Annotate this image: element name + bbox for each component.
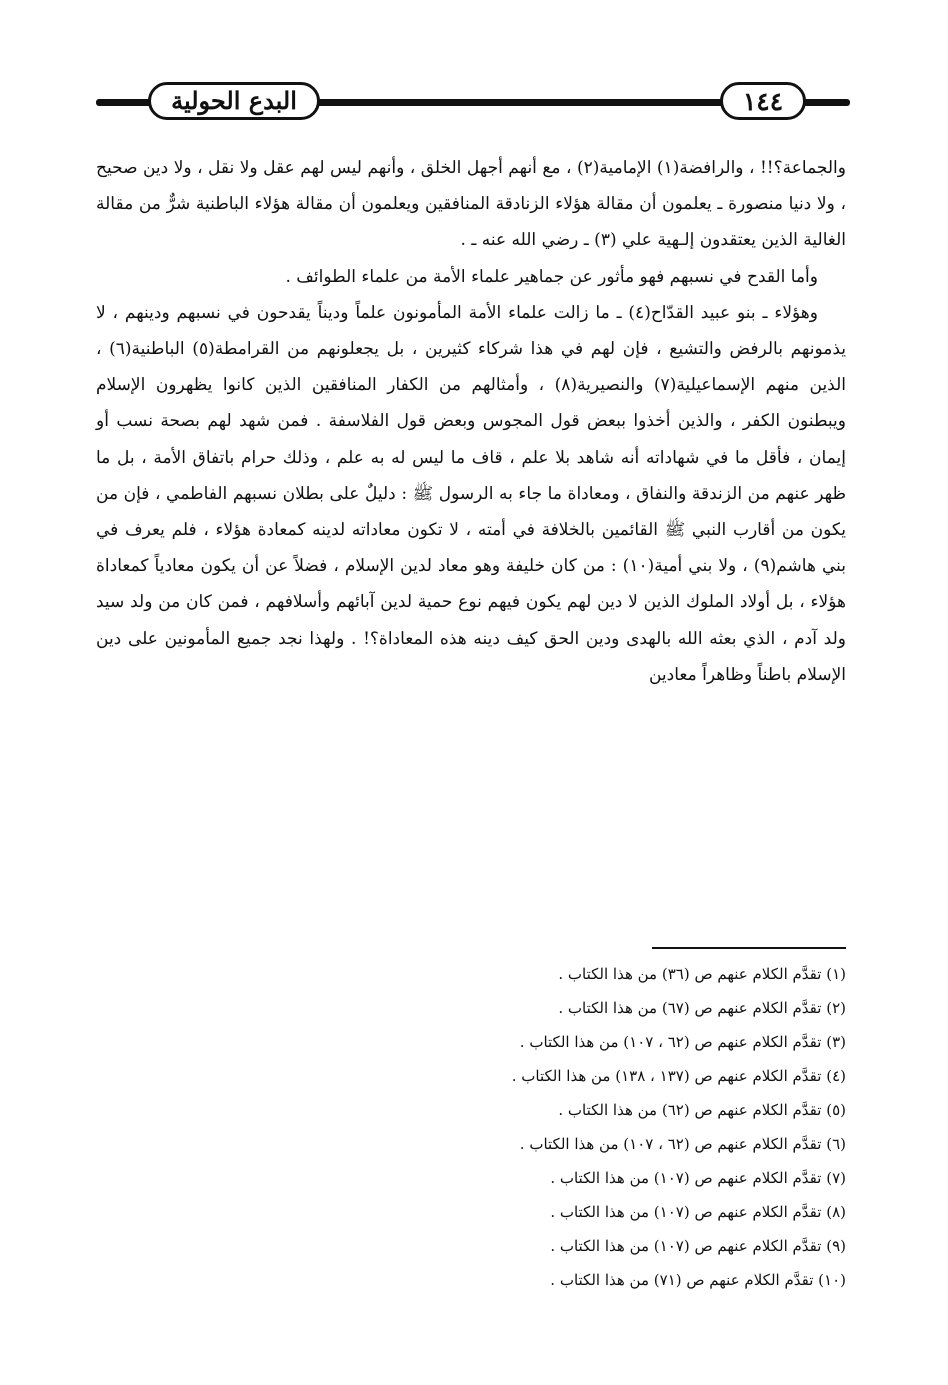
- page-number: ١٤٤: [720, 82, 806, 120]
- paragraph: وأما القدح في نسبهم فهو مأثور عن جماهير علماء الأمة من علماء الطوائف .: [285, 266, 818, 287]
- footnote: (٩) تقدَّم الكلام عنهم ص (١٠٧) من هذا الكتاب .: [550, 1237, 846, 1255]
- footnote: (٦) تقدَّم الكلام عنهم ص (٦٢ ، ١٠٧) من هذا الكتاب .: [519, 1135, 846, 1153]
- footnote-separator: [652, 947, 846, 949]
- footnote: (٣) تقدَّم الكلام عنهم ص (٦٢ ، ١٠٧) من هذا الكتاب .: [519, 1033, 846, 1051]
- footnote: (١) تقدَّم الكلام عنهم ص (٣٦) من هذا الكتاب .: [558, 965, 846, 983]
- paragraph: والجماعة؟!! ، والرافضة(١) الإمامية(٢) ، مع أنهم أجهل الخلق ، وأنهم ليس لهم عقل ولا نقل ، ولا دين صحيح ، ولا دنيا منصورة ـ يعلمون أن مقالة هؤلاء الزنادقة المنافقين ويعلمون أن مقالة هؤلاء الباطنية شرٌّ من مقالة الغالية الذين يعتقدون إلـهية علي (٣) ـ رضي الله عنه ـ .: [96, 158, 846, 251]
- paragraph: وهؤلاء ـ بنو عبيد القدّاح(٤) ـ ما زالت علماء الأمة المأمونون علماً وديناً يقدحون في نسبهم ودينهم ، لا يذمونهم بالرفض والتشيع ، فإن لهم في هذا شركاء كثيرين ، بل يجعلونهم من القرامطة(٥) الباطنية(٦) ، الذين منهم الإسماعيلية(٧) والنصيرية(٨) ، وأمثالهم من الكفار المنافقين الذين كانوا يظهرون الإسلام ويبطنون الكفر ، والذين أخذوا ببعض قول المجوس وبعض قول الفلاسفة . فمن شهد لهم بصحة نسب أو إيمان ، فأقل ما في شهاداته أنه شاهد بلا علم ، قاف ما ليس له به علم ، وذلك حرام باتفاق الأمة ، بل ما ظهر عنهم من الزندقة والنفاق ، ومعاداة ما جاء به الرسول ﷺ : دليلٌ على بطلان نسبهم الفاطمي ، فإن من يكون من أقارب النبي ﷺ القائمين بالخلافة في أمته ، لا تكون معاداته لدينه كمعادة هؤلاء ، فلم يعرف في بني هاشم(٩) ، ولا بني أمية(١٠) : من كان خليفة وهو معاد لدين الإسلام ، فضلاً عن أن يكون معادياً كمعاداة هؤلاء ، بل أولاد الملوك الذين لا دين لهم يكون فيهم نوع حمية لدين آبائهم وأسلافهم ، فمن كان من ولد سيد ولد آدم ، الذي بعثه الله بالهدى ودين الحق كيف دينه هذه المعاداة؟! . ولهذا نجد جميع المأمونين على دين الإسلام باطناً وظاهراً معادين: [96, 302, 846, 685]
- footnote: (٥) تقدَّم الكلام عنهم ص (٦٢) من هذا الكتاب .: [558, 1101, 846, 1119]
- page-header: [96, 80, 850, 124]
- footnote: (١٠) تقدَّم الكلام عنهم ص (٧١) من هذا الكتاب .: [550, 1271, 846, 1289]
- running-title: البدع الحولية: [148, 82, 320, 120]
- footnote: (٤) تقدَّم الكلام عنهم ص (١٣٧ ، ١٣٨) من هذا الكتاب .: [511, 1067, 846, 1085]
- main-text: [96, 150, 846, 693]
- footnote: (٢) تقدَّم الكلام عنهم ص (٦٧) من هذا الكتاب .: [558, 999, 846, 1017]
- footnote: (٧) تقدَّم الكلام عنهم ص (١٠٧) من هذا الكتاب .: [550, 1169, 846, 1187]
- footnote: (٨) تقدَّم الكلام عنهم ص (١٠٧) من هذا الكتاب .: [550, 1203, 846, 1221]
- footnotes: [96, 957, 846, 1297]
